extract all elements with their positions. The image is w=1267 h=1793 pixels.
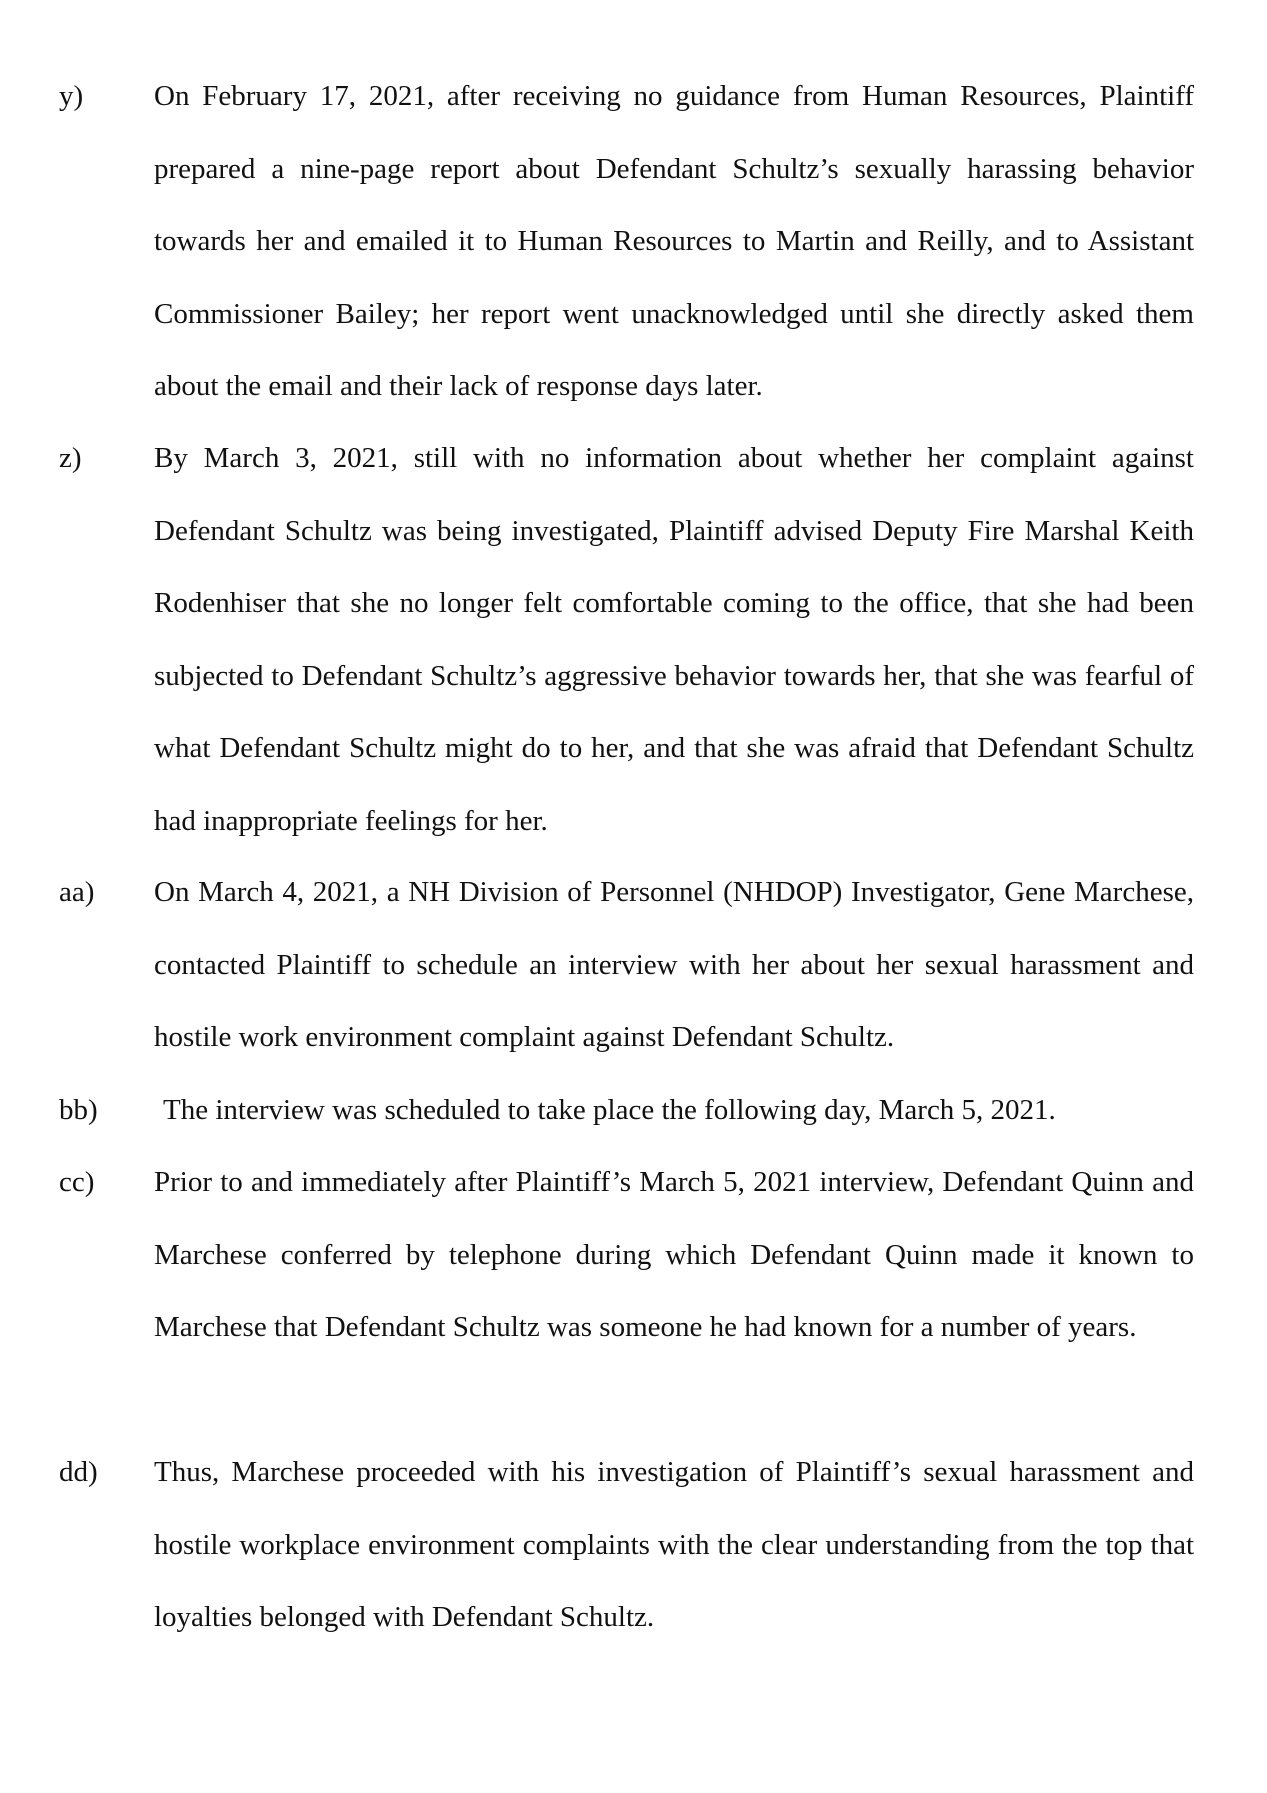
paragraph-text: On February 17, 2021, after receiving no guidance from Human Resources, Plaintiff prepared a nine-page report about Defendant Schultz’s sexually harassing behavior towards her and emailed it to Human Resources to Martin and Reilly, and to Assistant Commissioner Bailey; her report went unacknowledged until she directly asked them about the email and their lack of response days later. [154,80,1194,402]
paragraph-text: Prior to and immediately after Plaintiff’s March 5, 2021 interview, Defendant Quinn and Marchese conferred by telephone during which Defendant Quinn made it known to Marchese that Defendant Schultz was someone he had known for a number of years. [154,1166,1194,1343]
paragraph-label: bb) [59,1094,98,1126]
paragraph-text: By March 3, 2021, still with no information about whether her complaint against Defendant Schultz was being investigated, Plaintiff advised Deputy Fire Marshal Keith Rodenhiser that she no longer felt comfortable coming to the office, that she had been subjected to Defendant Schultz’s aggressive behavior towards her, that she was fearful of what Defendant Schultz might do to her, and that she was afraid that Defendant Schultz had inappropriate feelings for her. [154,442,1194,837]
paragraph-text: Thus, Marchese proceeded with his investigation of Plaintiff’s sexual harassment and hostile workplace environment complaints with the clear understanding from the top that loyalties belonged with Defendant Schultz. [154,1456,1194,1633]
paragraph-label: y) [59,80,84,112]
paragraph-label: aa) [59,876,95,908]
paragraph-label: dd) [59,1456,98,1488]
paragraph-text: On March 4, 2021, a NH Division of Personnel (NHDOP) Investigator, Gene Marchese, contacted Plaintiff to schedule an interview with her about her sexual harassment and hostile work environment complaint against Defendant Schultz. [154,876,1194,1053]
paragraph-text: The interview was scheduled to take place the following day, March 5, 2021. [163,1094,1056,1126]
paragraph-label: cc) [59,1166,95,1198]
paragraph-label: z) [59,442,82,474]
